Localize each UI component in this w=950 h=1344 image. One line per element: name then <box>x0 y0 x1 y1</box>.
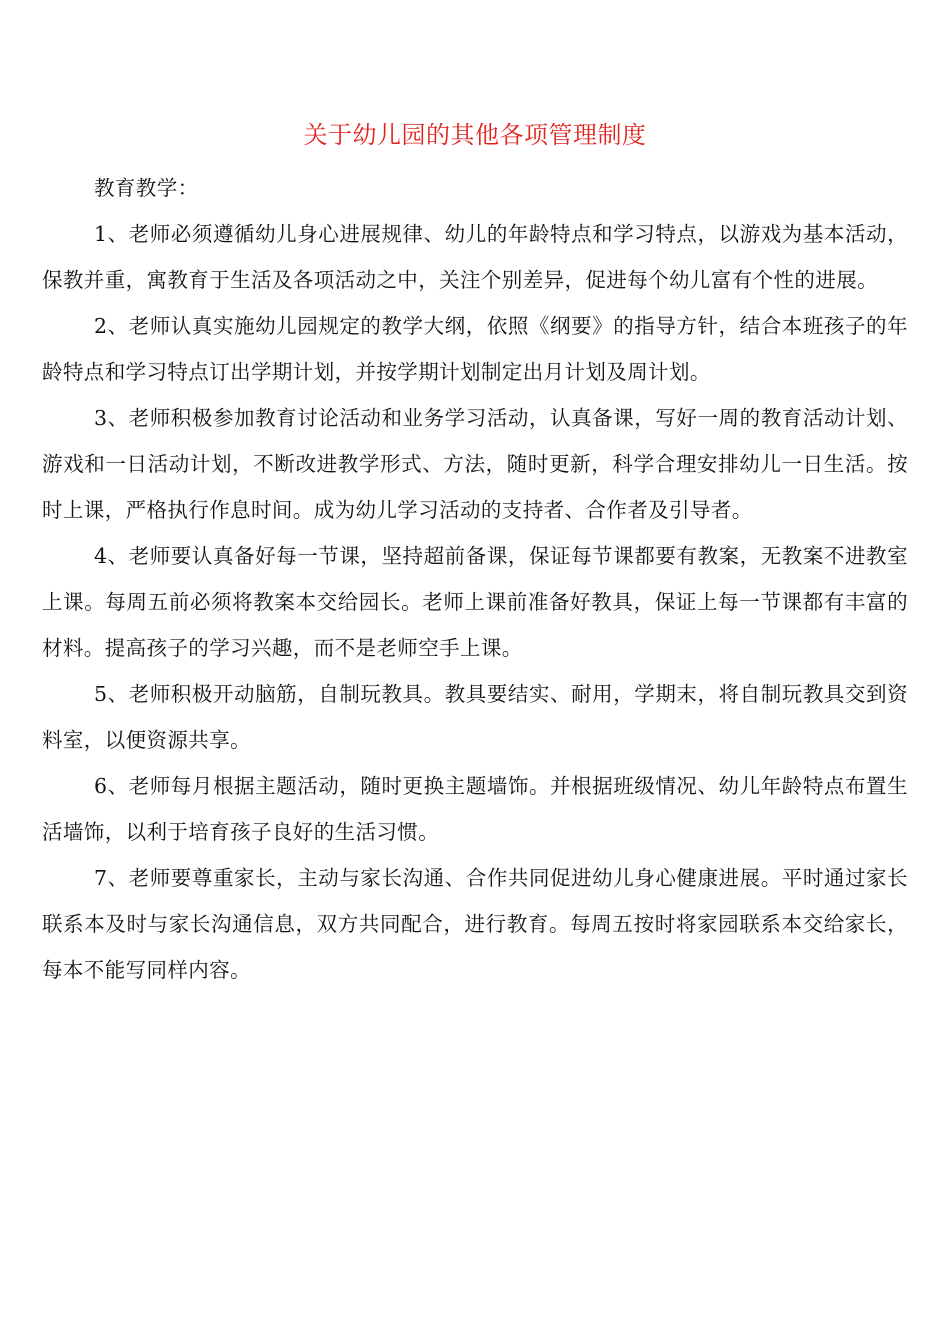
paragraph-4: 4、老师要认真备好每一节课，坚持超前备课，保证每节课都要有教案，无教案不进教室上课。每周五前必须将教案本交给园长。老师上课前准备好教具，保证上每一节课都有丰富的材料。提高孩子的学习兴趣，而不是老师空手上课。 <box>42 544 908 660</box>
paragraph-1: 1、老师必须遵循幼儿身心进展规律、幼儿的年龄特点和学习特点，以游戏为基本活动，保教并重，寓教育于生活及各项活动之中，关注个别差异，促进每个幼儿富有个性的进展。 <box>42 222 908 292</box>
document-title: 关于幼儿园的其他各项管理制度 <box>303 121 647 149</box>
paragraph-7: 7、老师要尊重家长，主动与家长沟通、合作共同促进幼儿身心健康进展。平时通过家长联系本及时与家长沟通信息，双方共同配合，进行教育。每周五按时将家园联系本交给家长，每本不能写同样内容。 <box>42 866 908 982</box>
paragraph-6: 6、老师每月根据主题活动，随时更换主题墙饰。并根据班级情况、幼儿年龄特点布置生活墙饰，以利于培育孩子良好的生活习惯。 <box>42 774 908 844</box>
paragraph-3: 3、老师积极参加教育讨论活动和业务学习活动，认真备课，写好一周的教育活动计划、游戏和一日活动计划，不断改进教学形式、方法，随时更新，科学合理安排幼儿一日生活。按时上课，严格执行作息时间。成为幼儿学习活动的支持者、合作者及引导者。 <box>42 406 908 522</box>
paragraph-2: 2、老师认真实施幼儿园规定的教学大纲，依照《纲要》的指导方针，结合本班孩子的年龄特点和学习特点订出学期计划，并按学期计划制定出月计划及周计划。 <box>42 314 908 384</box>
document-body <box>42 165 908 993</box>
section-heading: 教育教学： <box>94 176 199 200</box>
paragraph-5: 5、老师积极开动脑筋，自制玩教具。教具要结实、耐用，学期末，将自制玩教具交到资料室，以便资源共享。 <box>42 682 908 752</box>
